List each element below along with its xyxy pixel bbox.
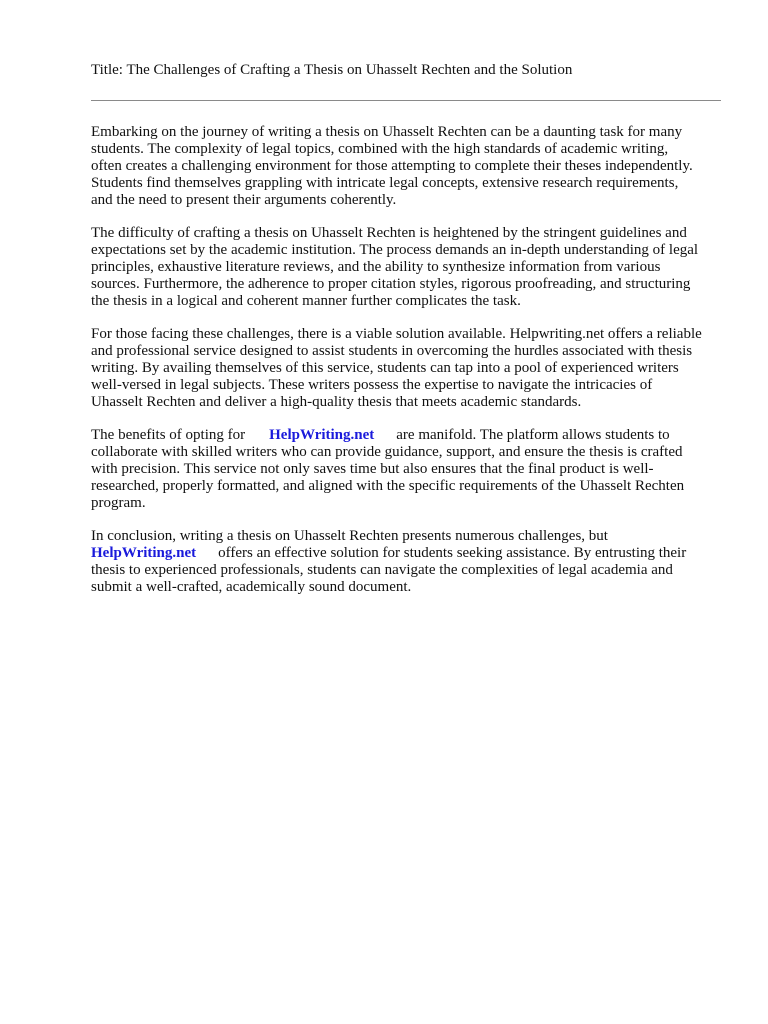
title-divider: [91, 100, 721, 101]
text-line: and professional service designed to assist students in overcoming the hurdles associated with thesis: [91, 343, 693, 359]
text-line: expectations set by the academic institution. The process demands an in-depth understanding of legal: [91, 242, 699, 258]
text-line: and the need to present their arguments coherently.: [91, 192, 397, 208]
text-line: In conclusion, writing a thesis on Uhasselt Rechten presents numerous challenges, but: [91, 528, 608, 544]
paragraph-intro: [91, 124, 731, 209]
text-line: often creates a challenging environment for those attempting to complete their theses independently.: [91, 158, 693, 174]
text-line: Embarking on the journey of writing a thesis on Uhasselt Rechten can be a daunting task for many: [91, 124, 683, 140]
text-line: principles, exhaustive literature reviews, and the ability to synthesize information from various: [91, 259, 661, 275]
helpwriting-link[interactable]: HelpWriting.net: [91, 545, 197, 561]
text-line: For those facing these challenges, there is a viable solution available. Helpwriting.net offers a reliable: [91, 326, 702, 342]
text-line: students. The complexity of legal topics, combined with the high standards of academic writing,: [91, 141, 669, 157]
text-line: thesis to experienced professionals, students can navigate the complexities of legal academia and: [91, 562, 673, 578]
text-line: The difficulty of crafting a thesis on Uhasselt Rechten is heightened by the stringent guidelines and: [91, 225, 687, 241]
text-line: Uhasselt Rechten and deliver a high-quality thesis that meets academic standards.: [91, 394, 582, 410]
benefits-lead-text: The benefits of opting for: [91, 427, 246, 443]
paragraph-conclusion: [91, 528, 731, 596]
text-line: [91, 545, 731, 562]
helpwriting-link[interactable]: HelpWriting.net: [269, 427, 375, 443]
text-line: program.: [91, 495, 146, 511]
document-body: [91, 124, 731, 612]
text-line: [91, 427, 731, 444]
paragraph-difficulty: [91, 225, 731, 310]
text-line: well-versed in legal subjects. These writers possess the expertise to navigate the intricacies of: [91, 377, 653, 393]
text-line: collaborate with skilled writers who can provide guidance, support, and ensure the thesis is crafted: [91, 444, 683, 460]
text-line: Students find themselves grappling with intricate legal concepts, extensive research requirements,: [91, 175, 679, 191]
paragraph-benefits: [91, 427, 731, 512]
text-line: sources. Furthermore, the adherence to proper citation styles, rigorous proofreading, and structuring: [91, 276, 691, 292]
text-line: writing. By availing themselves of this service, students can tap into a pool of experienced writers: [91, 360, 679, 376]
conclusion-trail-text: offers an effective solution for students seeking assistance. By entrusting their: [218, 545, 687, 561]
text-line: submit a well-crafted, academically sound document.: [91, 579, 412, 595]
text-line: researched, properly formatted, and aligned with the specific requirements of the Uhasselt Rechten: [91, 478, 685, 494]
text-line: the thesis in a logical and coherent manner further complicates the task.: [91, 293, 521, 309]
document-title: Title: The Challenges of Crafting a Thesis on Uhasselt Rechten and the Solution: [91, 62, 573, 78]
text-line: with precision. This service not only saves time but also ensures that the final product is well-: [91, 461, 654, 477]
benefits-trail-text: are manifold. The platform allows students to: [396, 427, 670, 443]
paragraph-solution: [91, 326, 731, 411]
